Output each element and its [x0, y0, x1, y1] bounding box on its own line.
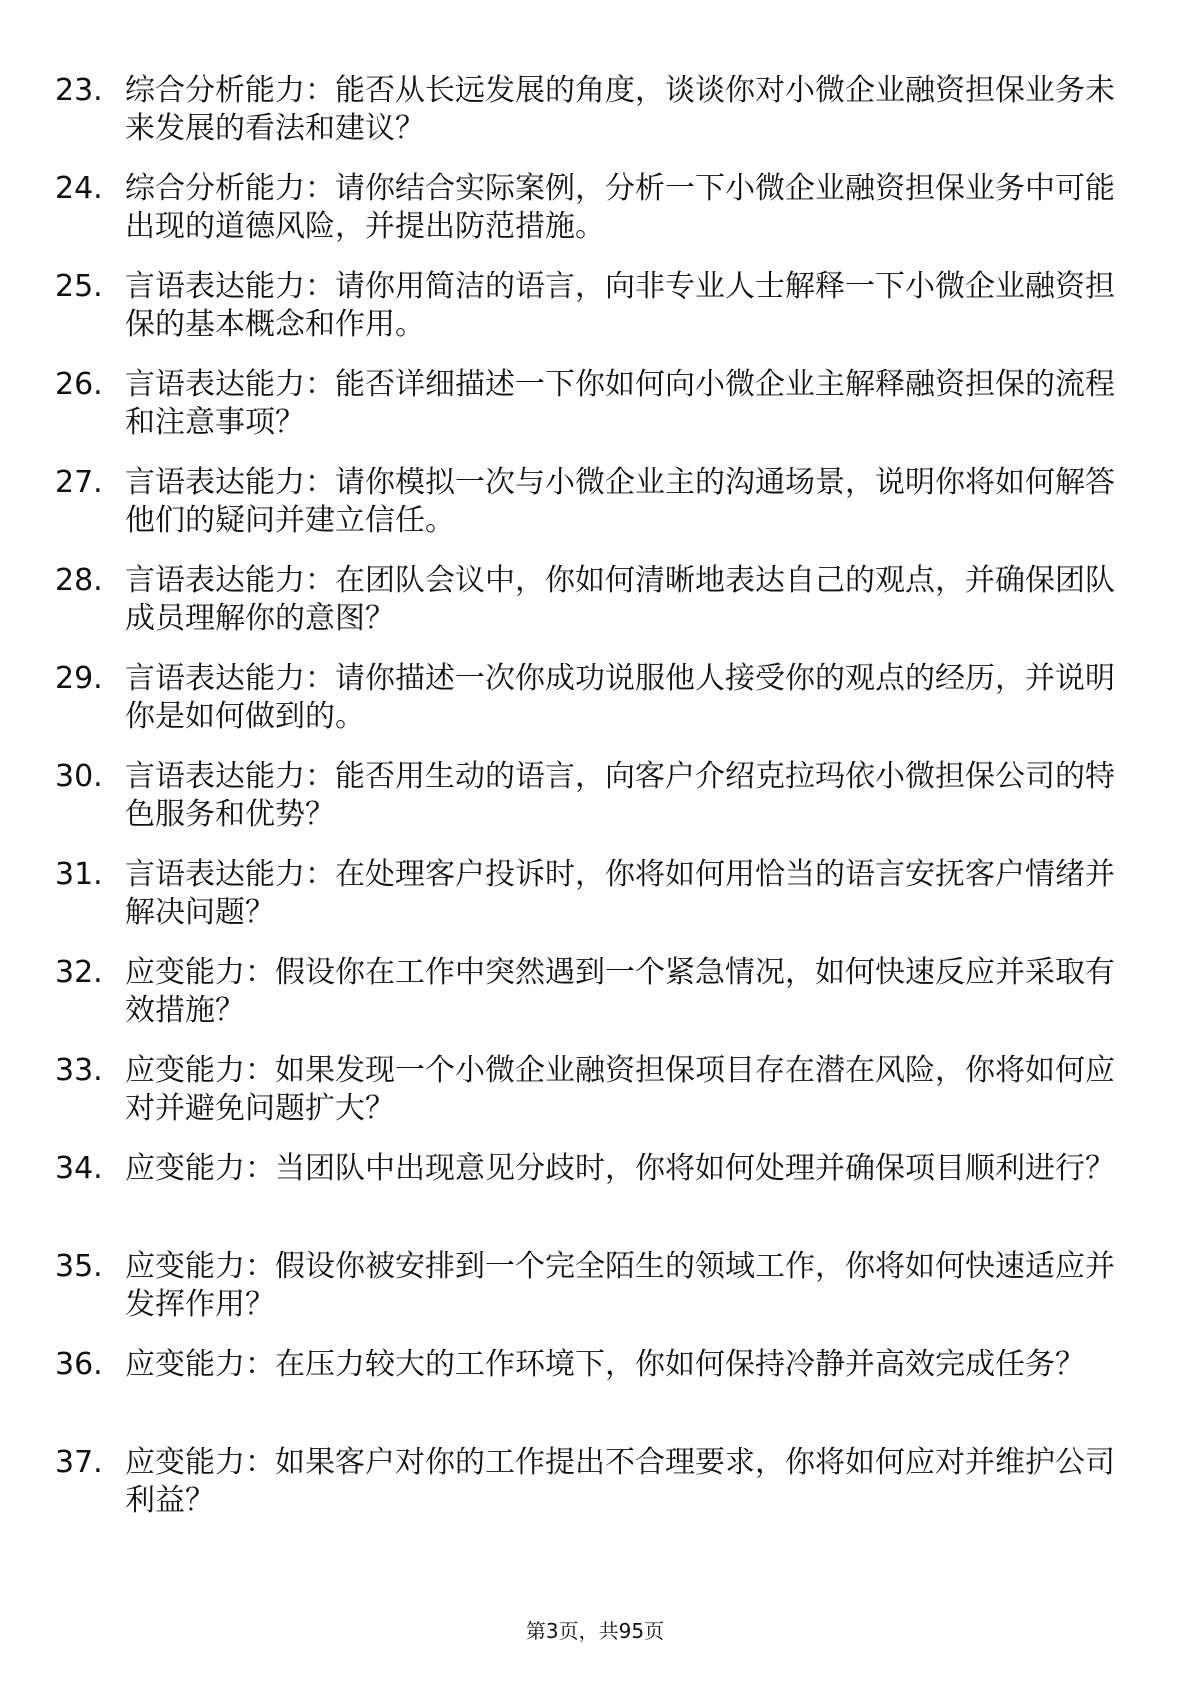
question-item: [55, 660, 1115, 758]
question-item: [55, 72, 1115, 170]
question-item: [55, 1052, 1115, 1150]
question-text: 言语表达能力：请你用简洁的语言，向非专业人士解释一下小微企业融资担保的基本概念和作用。: [125, 269, 1115, 342]
question-text: 应变能力：如果发现一个小微企业融资担保项目存在潜在风险，你将如何应对并避免问题扩大？: [125, 1053, 1115, 1126]
question-text: 应变能力：当团队中出现意见分歧时，你将如何处理并确保项目顺利进行？: [125, 1151, 1115, 1186]
question-number: 28.: [55, 563, 103, 598]
question-number: 35.: [55, 1249, 103, 1284]
question-number: 27.: [55, 465, 103, 500]
page-footer: [0, 1618, 1190, 1644]
question-text: 应变能力：在压力较大的工作环境下，你如何保持冷静并高效完成任务？: [125, 1347, 1085, 1382]
question-item: [55, 170, 1115, 268]
question-number: 37.: [55, 1445, 103, 1480]
question-number: 25.: [55, 269, 103, 304]
question-item: [55, 1248, 1115, 1346]
question-text: 应变能力：假设你被安排到一个完全陌生的领域工作，你将如何快速适应并发挥作用？: [125, 1249, 1115, 1322]
question-text: 言语表达能力：在团队会议中，你如何清晰地表达自己的观点，并确保团队成员理解你的意图？: [125, 563, 1115, 636]
question-item: [55, 1444, 1115, 1542]
question-number: 29.: [55, 661, 103, 696]
question-text: 言语表达能力：能否详细描述一下你如何向小微企业主解释融资担保的流程和注意事项？: [125, 367, 1115, 440]
question-item: [55, 758, 1115, 856]
question-text: 应变能力：如果客户对你的工作提出不合理要求，你将如何应对并维护公司利益？: [125, 1445, 1115, 1518]
question-item: [55, 1150, 1115, 1248]
question-number: 23.: [55, 73, 103, 108]
question-text: 综合分析能力：请你结合实际案例，分析一下小微企业融资担保业务中可能出现的道德风险，并提出防范措施。: [125, 171, 1115, 244]
page-number-label: 第3页，共95页: [525, 1619, 665, 1643]
question-item: [55, 366, 1115, 464]
question-list: [55, 72, 1115, 1542]
question-number: 36.: [55, 1347, 103, 1382]
question-number: 31.: [55, 857, 103, 892]
question-number: 30.: [55, 759, 103, 794]
question-number: 33.: [55, 1053, 103, 1088]
question-item: [55, 562, 1115, 660]
question-text: 综合分析能力：能否从长远发展的角度，谈谈你对小微企业融资担保业务未来发展的看法和建议？: [125, 73, 1115, 146]
question-item: [55, 954, 1115, 1052]
question-number: 24.: [55, 171, 103, 206]
question-item: [55, 856, 1115, 954]
question-item: [55, 464, 1115, 562]
question-item: [55, 268, 1115, 366]
question-number: 32.: [55, 955, 103, 990]
question-text: 言语表达能力：请你模拟一次与小微企业主的沟通场景，说明你将如何解答他们的疑问并建立信任。: [125, 465, 1115, 538]
question-text: 应变能力：假设你在工作中突然遇到一个紧急情况，如何快速反应并采取有效措施？: [125, 955, 1115, 1028]
question-number: 34.: [55, 1151, 103, 1186]
question-text: 言语表达能力：在处理客户投诉时，你将如何用恰当的语言安抚客户情绪并解决问题？: [125, 857, 1115, 930]
question-number: 26.: [55, 367, 103, 402]
question-text: 言语表达能力：能否用生动的语言，向客户介绍克拉玛依小微担保公司的特色服务和优势？: [125, 759, 1115, 832]
question-text: 言语表达能力：请你描述一次你成功说服他人接受你的观点的经历，并说明你是如何做到的。: [125, 661, 1115, 734]
question-item: [55, 1346, 1115, 1444]
